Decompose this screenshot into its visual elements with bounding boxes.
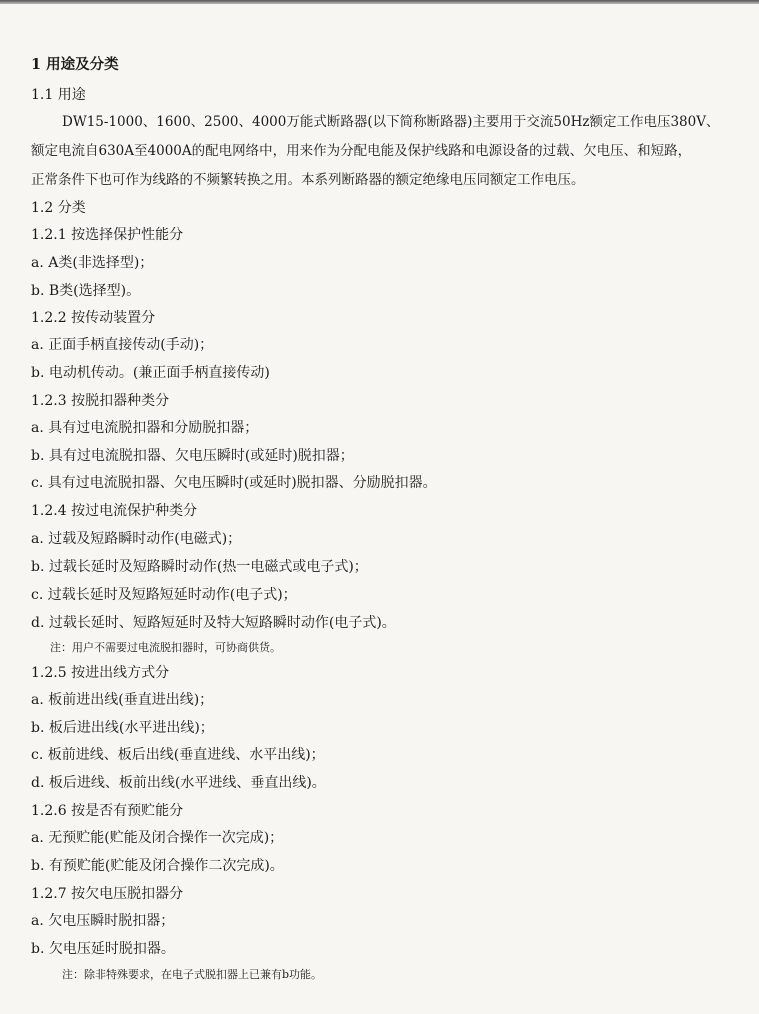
list-item: c. 具有过电流脱扣器、欠电压瞬时(或延时)脱扣器、分励脱扣器。 — [31, 475, 437, 491]
list-item: b. 有预贮能(贮能及闭合操作二次完成)。 — [31, 858, 284, 874]
list-item: a. 正面手柄直接传动(手动)； — [31, 337, 214, 353]
list-item: a. 欠电压瞬时脱扣器； — [31, 913, 175, 929]
list-item: a. A类(非选择型)； — [31, 255, 154, 271]
section-1-2-7-title: 1.2.7 按欠电压脱扣器分 — [31, 886, 184, 902]
list-item: b. 板后进出线(水平进出线)； — [31, 720, 214, 736]
list-item: a. 具有过电流脱扣器和分励脱扣器； — [31, 420, 259, 436]
list-item: a. 板前进出线(垂直进出线)； — [31, 692, 214, 708]
section-1-title: 1 用途及分类 — [31, 56, 119, 73]
section-1-2-title: 1.2 分类 — [31, 200, 86, 216]
section-1-2-4-title: 1.2.4 按过电流保护种类分 — [31, 503, 198, 519]
section-1-2-6-title: 1.2.6 按是否有预贮能分 — [31, 803, 184, 819]
section-1-1-title: 1.1 用途 — [31, 87, 86, 103]
list-item: c. 板前进线、板后出线(垂直进线、水平出线)； — [31, 747, 325, 763]
list-item: b. 电动机传动。(兼正面手柄直接传动) — [31, 365, 270, 381]
list-item: a. 过载及短路瞬时动作(电磁式)； — [31, 531, 242, 547]
section-1-2-2-title: 1.2.2 按传动装置分 — [31, 310, 156, 326]
note-1-2-7: 注：除非特殊要求，在电子式脱扣器上已兼有b功能。 — [62, 968, 323, 981]
list-item: b. 欠电压延时脱扣器。 — [31, 941, 175, 957]
section-1-2-1-title: 1.2.1 按选择保护性能分 — [31, 227, 184, 243]
list-item: d. 过载长延时、短路短延时及特大短路瞬时动作(电子式)。 — [31, 615, 396, 631]
note-1-2-4: 注：用户不需要过电流脱扣器时，可协商供货。 — [50, 641, 281, 654]
purpose-line-1: DW15-1000、1600、2500、4000万能式断路器(以下简称断路器)主要用于交流50Hz额定工作电压380V、 — [62, 114, 720, 130]
purpose-line-3: 正常条件下也可作为线路的不频繁转换之用。本系列断路器的额定绝缘电压同额定工作电压。 — [31, 172, 585, 188]
list-item: b. 具有过电流脱扣器、欠电压瞬时(或延时)脱扣器； — [31, 448, 354, 464]
list-item: b. 过载长延时及短路瞬时动作(热一电磁式或电子式)； — [31, 559, 368, 575]
purpose-line-2: 额定电流自630A至4000A的配电网络中，用来作为分配电能及保护线路和电源设备的过载、欠电压、和短路， — [31, 143, 692, 159]
section-1-2-3-title: 1.2.3 按脱扣器种类分 — [31, 393, 170, 409]
list-item: c. 过载长延时及短路短延时动作(电子式)； — [31, 587, 297, 603]
section-1-2-5-title: 1.2.5 按进出线方式分 — [31, 665, 170, 681]
list-item: a. 无预贮能(贮能及闭合操作一次完成)； — [31, 830, 284, 846]
list-item: d. 板后进线、板前出线(水平进线、垂直出线)。 — [31, 775, 326, 791]
list-item: b. B类(选择型)。 — [31, 283, 141, 299]
